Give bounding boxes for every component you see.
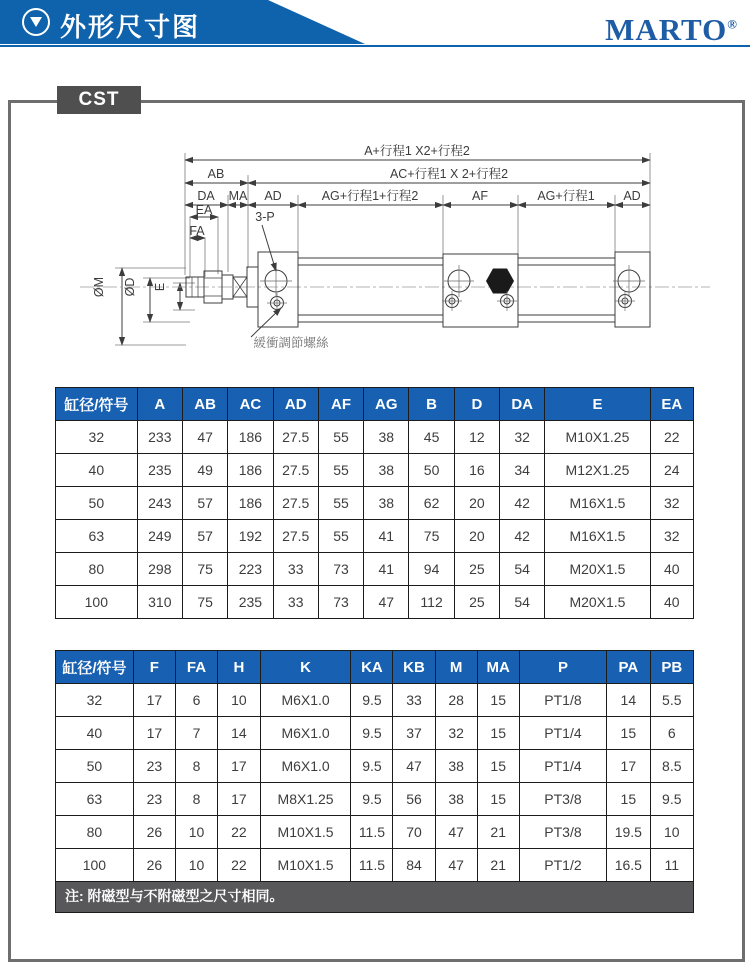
dim-e: E xyxy=(153,282,167,292)
cell: 56 xyxy=(393,783,435,816)
cell: 11.5 xyxy=(351,849,393,882)
column-header: E xyxy=(545,388,650,421)
cell: 17 xyxy=(607,750,650,783)
dim-total: A+行程1 X2+行程2 xyxy=(364,144,470,158)
cell: 75 xyxy=(182,553,227,586)
cell: 57 xyxy=(182,487,227,520)
cell: 42 xyxy=(500,520,545,553)
cell: 54 xyxy=(500,553,545,586)
cell: 28 xyxy=(435,684,477,717)
cell: 7 xyxy=(175,717,217,750)
dim-ac: AC+行程1 X 2+行程2 xyxy=(389,167,509,181)
cell: 26 xyxy=(133,816,175,849)
cell: 15 xyxy=(477,684,519,717)
cell: 54 xyxy=(500,586,545,619)
cell: 50 xyxy=(56,487,138,520)
cell: 223 xyxy=(228,553,273,586)
cell: 186 xyxy=(228,421,273,454)
cell: 25 xyxy=(454,553,499,586)
cell: 55 xyxy=(318,520,363,553)
table-row xyxy=(56,684,694,717)
column-header: AG xyxy=(364,388,409,421)
cell: 27.5 xyxy=(273,421,318,454)
cell: 73 xyxy=(318,553,363,586)
cell: 16 xyxy=(454,454,499,487)
cell: 50 xyxy=(409,454,454,487)
column-header: KA xyxy=(351,651,393,684)
cell: 40 xyxy=(56,717,134,750)
column-header: DA xyxy=(500,388,545,421)
cell: 8.5 xyxy=(650,750,693,783)
cell: M12X1.25 xyxy=(545,454,650,487)
cell: 15 xyxy=(477,717,519,750)
cell: 38 xyxy=(435,783,477,816)
brand-logo xyxy=(605,12,738,48)
cell: 186 xyxy=(228,454,273,487)
cell: 75 xyxy=(182,586,227,619)
cell: 233 xyxy=(137,421,182,454)
dimension-table-2 xyxy=(55,650,694,882)
cell: 25 xyxy=(454,586,499,619)
cell: 47 xyxy=(364,586,409,619)
cell: 15 xyxy=(607,717,650,750)
dim-ad-left: AD xyxy=(264,189,282,203)
cell: 15 xyxy=(477,783,519,816)
column-header: K xyxy=(260,651,351,684)
dim-ma: MA xyxy=(228,189,248,203)
table-row xyxy=(56,849,694,882)
cell: 33 xyxy=(273,586,318,619)
cell: 15 xyxy=(607,783,650,816)
cell: 40 xyxy=(650,586,693,619)
table-row xyxy=(56,421,694,454)
cell: PT3/8 xyxy=(519,783,606,816)
column-header: PB xyxy=(650,651,693,684)
cell: 27.5 xyxy=(273,454,318,487)
cell: 38 xyxy=(435,750,477,783)
cell: 249 xyxy=(137,520,182,553)
dim-ag-stroke1: AG+行程1 xyxy=(537,189,595,203)
cell: 100 xyxy=(56,849,134,882)
column-header: 缸径/符号 xyxy=(56,651,134,684)
label-port: 3-P xyxy=(255,210,275,224)
cell: 70 xyxy=(393,816,435,849)
cell: 23 xyxy=(133,750,175,783)
cell: PT1/8 xyxy=(519,684,606,717)
cell: 16.5 xyxy=(607,849,650,882)
cell: 21 xyxy=(477,849,519,882)
dimension-table-1 xyxy=(55,387,694,619)
table-row xyxy=(56,520,694,553)
header-row xyxy=(56,388,694,421)
dimension-drawing xyxy=(55,125,735,385)
model-label: CST xyxy=(57,86,141,114)
cell: 6 xyxy=(175,684,217,717)
column-header: AF xyxy=(318,388,363,421)
cell: 112 xyxy=(409,586,454,619)
cell: M10X1.25 xyxy=(545,421,650,454)
dim-fa: FA xyxy=(189,224,205,238)
column-header: P xyxy=(519,651,606,684)
column-header: M xyxy=(435,651,477,684)
cell: PT1/2 xyxy=(519,849,606,882)
cell: 8 xyxy=(175,783,217,816)
cell: 45 xyxy=(409,421,454,454)
cell: 235 xyxy=(137,454,182,487)
cell: M20X1.5 xyxy=(545,586,650,619)
cell: 57 xyxy=(182,520,227,553)
cell: 9.5 xyxy=(351,717,393,750)
cell: 20 xyxy=(454,487,499,520)
cell: 11.5 xyxy=(351,816,393,849)
cell: 40 xyxy=(650,553,693,586)
cell: 41 xyxy=(364,553,409,586)
cell: 84 xyxy=(393,849,435,882)
cell: 14 xyxy=(218,717,261,750)
triangle-down-icon xyxy=(22,8,50,36)
cell: PT1/4 xyxy=(519,750,606,783)
cell: 47 xyxy=(393,750,435,783)
cell: 6 xyxy=(650,717,693,750)
cell: M10X1.5 xyxy=(260,816,351,849)
dim-ag-stroke12: AG+行程1+行程2 xyxy=(321,189,419,203)
cell: 10 xyxy=(175,816,217,849)
cell: 47 xyxy=(182,421,227,454)
column-header: PA xyxy=(607,651,650,684)
column-header: AC xyxy=(228,388,273,421)
cell: M6X1.0 xyxy=(260,717,351,750)
note-bar: 注: 附磁型与不附磁型之尺寸相同。 xyxy=(55,881,694,913)
column-header: AD xyxy=(273,388,318,421)
cell: 192 xyxy=(228,520,273,553)
cell: 20 xyxy=(454,520,499,553)
cell: PT3/8 xyxy=(519,816,606,849)
cell: 14 xyxy=(607,684,650,717)
header-row xyxy=(56,651,694,684)
cell: 9.5 xyxy=(351,684,393,717)
column-header: MA xyxy=(477,651,519,684)
label-cushion-screw: 緩衝調節螺絲 xyxy=(253,336,329,350)
cell: M6X1.0 xyxy=(260,684,351,717)
table-row xyxy=(56,454,694,487)
cell: 32 xyxy=(56,421,138,454)
cell: M20X1.5 xyxy=(545,553,650,586)
cell: 310 xyxy=(137,586,182,619)
column-header: AB xyxy=(182,388,227,421)
cell: 8 xyxy=(175,750,217,783)
cell: 47 xyxy=(435,849,477,882)
cell: 235 xyxy=(228,586,273,619)
column-header: H xyxy=(218,651,261,684)
cell: 243 xyxy=(137,487,182,520)
cell: 32 xyxy=(650,520,693,553)
cell: 47 xyxy=(435,816,477,849)
column-header: B xyxy=(409,388,454,421)
cell: 50 xyxy=(56,750,134,783)
cell: 12 xyxy=(454,421,499,454)
cell: 32 xyxy=(650,487,693,520)
cell: 15 xyxy=(477,750,519,783)
registered-mark: ® xyxy=(727,16,738,32)
cell: 24 xyxy=(650,454,693,487)
cell: 32 xyxy=(56,684,134,717)
column-header: D xyxy=(454,388,499,421)
cell: 73 xyxy=(318,586,363,619)
cell: 40 xyxy=(56,454,138,487)
cell: 10 xyxy=(175,849,217,882)
cell: 94 xyxy=(409,553,454,586)
cell: 49 xyxy=(182,454,227,487)
cell: 10 xyxy=(650,816,693,849)
cell: 22 xyxy=(218,849,261,882)
dim-ab: AB xyxy=(207,167,225,181)
page-title: 外形尺寸图 xyxy=(60,12,201,42)
cell: 80 xyxy=(56,816,134,849)
cell: 33 xyxy=(273,553,318,586)
cell: 17 xyxy=(218,750,261,783)
cell: 62 xyxy=(409,487,454,520)
dim-af: AF xyxy=(472,189,488,203)
cell: 38 xyxy=(364,454,409,487)
cell: 34 xyxy=(500,454,545,487)
cell: 41 xyxy=(364,520,409,553)
cell: 38 xyxy=(364,421,409,454)
table-row xyxy=(56,750,694,783)
cell: PT1/4 xyxy=(519,717,606,750)
column-header: KB xyxy=(393,651,435,684)
cell: 22 xyxy=(650,421,693,454)
cell: 17 xyxy=(218,783,261,816)
cell: 33 xyxy=(393,684,435,717)
cell: 63 xyxy=(56,520,138,553)
cell: 186 xyxy=(228,487,273,520)
cell: 10 xyxy=(218,684,261,717)
column-header: F xyxy=(133,651,175,684)
cell: M6X1.0 xyxy=(260,750,351,783)
dim-da: DA xyxy=(197,189,215,203)
cell: 38 xyxy=(364,487,409,520)
table-row xyxy=(56,816,694,849)
table-row xyxy=(56,586,694,619)
table-row xyxy=(56,783,694,816)
cell: 23 xyxy=(133,783,175,816)
cell: 9.5 xyxy=(351,750,393,783)
cell: 26 xyxy=(133,849,175,882)
cell: 37 xyxy=(393,717,435,750)
dim-dia-d: ØD xyxy=(123,277,137,297)
cell: 55 xyxy=(318,454,363,487)
cell: 19.5 xyxy=(607,816,650,849)
cell: 80 xyxy=(56,553,138,586)
cell: 27.5 xyxy=(273,487,318,520)
cell: 75 xyxy=(409,520,454,553)
dim-ad-right: AD xyxy=(623,189,641,203)
dim-dia-m: ØM xyxy=(92,276,106,298)
cell: 27.5 xyxy=(273,520,318,553)
cell: 11 xyxy=(650,849,693,882)
cell: 55 xyxy=(318,421,363,454)
cell: 17 xyxy=(133,717,175,750)
cell: 5.5 xyxy=(650,684,693,717)
cell: 9.5 xyxy=(650,783,693,816)
column-header: 缸径/符号 xyxy=(56,388,138,421)
dim-ea: EA xyxy=(195,203,213,217)
cell: M16X1.5 xyxy=(545,487,650,520)
cell: 9.5 xyxy=(351,783,393,816)
column-header: FA xyxy=(175,651,217,684)
cell: 17 xyxy=(133,684,175,717)
cell: 32 xyxy=(500,421,545,454)
cell: 21 xyxy=(477,816,519,849)
cell: 22 xyxy=(218,816,261,849)
table-row xyxy=(56,487,694,520)
cell: 55 xyxy=(318,487,363,520)
cell: 298 xyxy=(137,553,182,586)
brand-name: MARTO xyxy=(605,12,728,47)
column-header: A xyxy=(137,388,182,421)
cylinder-drawing-svg xyxy=(55,125,735,380)
column-header: EA xyxy=(650,388,693,421)
cell: 32 xyxy=(435,717,477,750)
table-row xyxy=(56,553,694,586)
cell: 63 xyxy=(56,783,134,816)
cell: M10X1.5 xyxy=(260,849,351,882)
cell: M8X1.25 xyxy=(260,783,351,816)
cell: M16X1.5 xyxy=(545,520,650,553)
cell: 42 xyxy=(500,487,545,520)
cell: 100 xyxy=(56,586,138,619)
table-row xyxy=(56,717,694,750)
